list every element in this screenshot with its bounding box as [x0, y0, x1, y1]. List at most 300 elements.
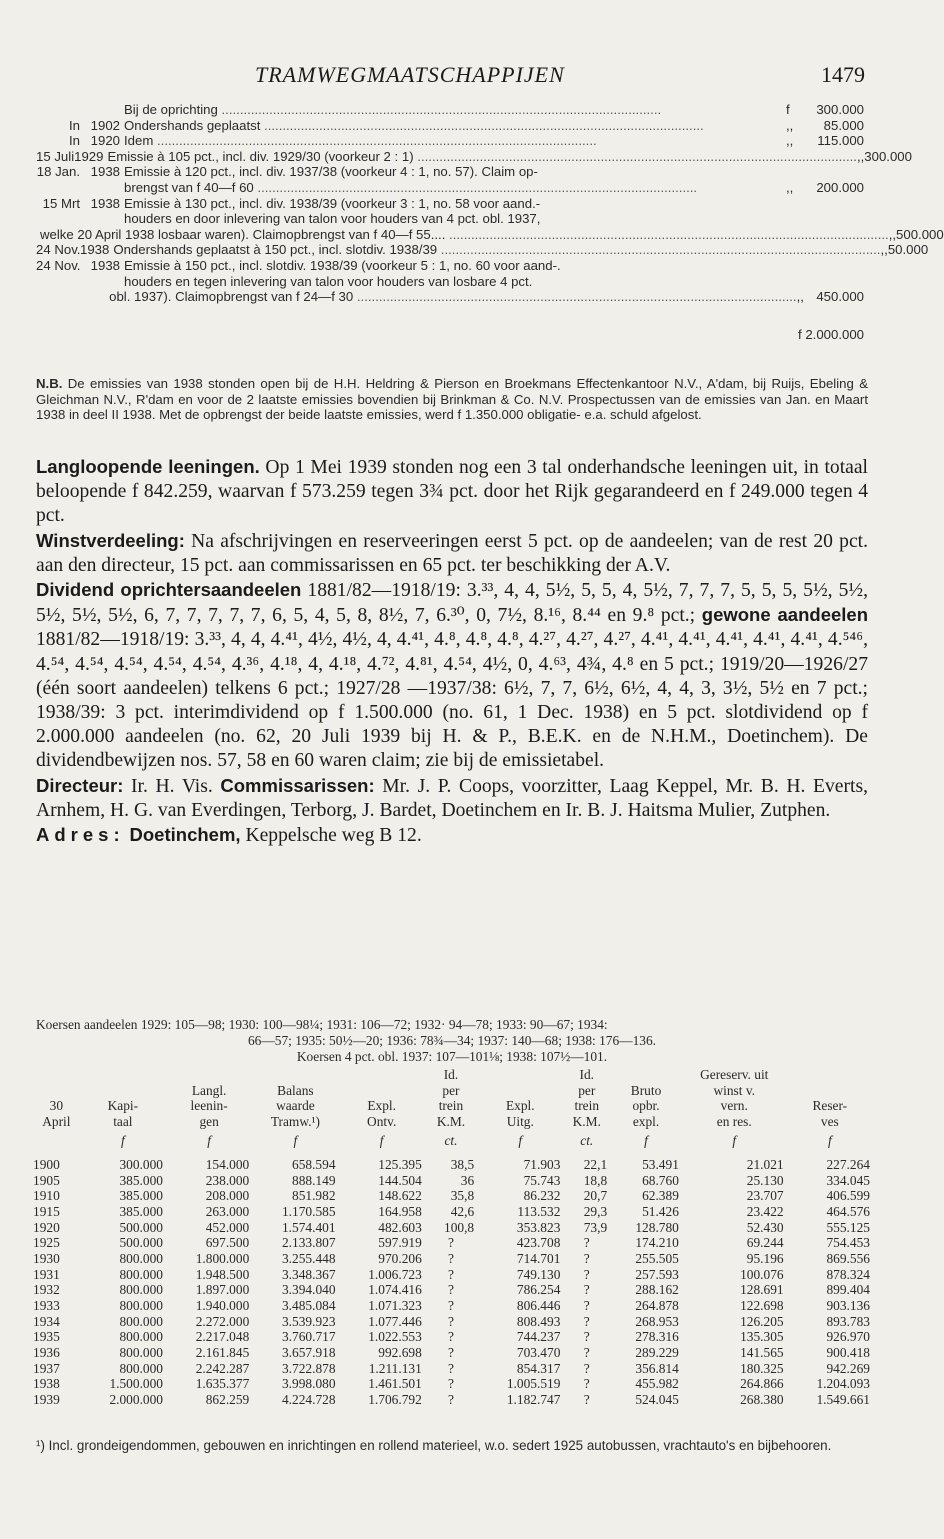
emission-cur: ,, — [796, 289, 804, 305]
dividend-heading: Dividend oprichtersaandeelen — [36, 579, 302, 601]
table-cell: 52.430 — [746, 1219, 784, 1235]
column-header: Gereserv. uit winst v. vern. en res. — [700, 1067, 769, 1129]
units-row — [33, 1129, 873, 1157]
table-cell: 1915 — [33, 1204, 60, 1219]
table-cell: 3.394.040 — [281, 1282, 336, 1298]
table-cell: 62.389 — [642, 1188, 679, 1204]
table-cell: 227.264 — [826, 1157, 870, 1173]
table-cell: 144.504 — [378, 1172, 422, 1188]
quotations-line-2: 66—57; 1935: 50½—20; 1936: 78¾—34; 1937: 140—68; 1938: 176—136. — [247, 1033, 657, 1048]
emission-amount — [810, 164, 864, 180]
column-header: Expl. Uitg. — [505, 1098, 535, 1129]
table-cell: ? — [583, 1313, 590, 1329]
table-cell: ? — [583, 1360, 590, 1376]
table-cell: 3.255.448 — [281, 1250, 336, 1266]
unit-cell: f — [293, 1133, 298, 1149]
table-cell: 800.000 — [119, 1360, 163, 1376]
director-heading: Directeur: — [36, 774, 124, 796]
table-cell: 500.000 — [119, 1219, 163, 1235]
table-cell: 122.698 — [740, 1297, 784, 1313]
table-cell: 703.470 — [516, 1344, 561, 1360]
column-header: Kapi- taal — [107, 1098, 139, 1129]
table-cell: 524.045 — [635, 1391, 679, 1407]
table-cell: 75.743 — [523, 1172, 561, 1188]
table-cell: 263.000 — [205, 1204, 250, 1219]
table-cell: 3.998.080 — [281, 1376, 336, 1392]
emission-amount — [810, 258, 864, 274]
table-cell: 86.232 — [523, 1188, 561, 1204]
table-cell: 1.635.377 — [195, 1376, 250, 1392]
table-cell: 3.348.367 — [281, 1266, 336, 1282]
running-header — [0, 62, 905, 92]
emission-text: Emissie à 105 pct., incl. div. 1929/30 (voorkeur 2 : 1) ........................................................................................................................ — [107, 148, 857, 164]
table-cell: 1939 — [33, 1391, 60, 1407]
table-cell: 1938 — [33, 1376, 60, 1392]
table-cell: 1.211.131 — [368, 1360, 422, 1376]
profit-paragraph — [36, 529, 868, 578]
table-cell: 942.269 — [826, 1360, 870, 1376]
table-cell: ? — [583, 1329, 590, 1345]
table-cell: 2.161.845 — [195, 1344, 250, 1360]
emission-c2 — [72, 289, 109, 305]
emission-c1 — [36, 211, 80, 227]
unit-cell: f — [827, 1133, 832, 1149]
column-header: Langl. leenin- gen — [190, 1082, 228, 1129]
emission-amount: 50.000 — [887, 242, 929, 258]
emission-cur — [786, 258, 810, 274]
table-cell: 385.000 — [119, 1172, 163, 1188]
table-cell: 800.000 — [119, 1282, 163, 1298]
nb-note — [36, 376, 868, 423]
table-cell: 806.446 — [516, 1297, 561, 1313]
emission-text: Emissie à 130 pct., incl. div. 1938/39 (voorkeur 3 : 1, no. 58 voor aand.- — [124, 195, 541, 211]
table-cell: 300.000 — [119, 1157, 163, 1173]
table-cell: 406.599 — [826, 1188, 870, 1204]
emission-row — [36, 226, 944, 243]
table-cell: 800.000 — [119, 1329, 163, 1345]
table-row — [33, 1329, 873, 1345]
table-cell: 754.453 — [826, 1235, 870, 1251]
emission-text: Bij de oprichting ........................................................................................................................ — [124, 102, 662, 117]
table-cell: 1.077.446 — [368, 1313, 422, 1329]
table-cell: 100.076 — [740, 1266, 784, 1282]
table-cell: 356.814 — [635, 1360, 679, 1376]
footnote: ¹) Incl. grondeigendommen, gebouwen en inrichtingen en rollend materieel, w.o. sedert 1925 autobussen, vrachtauto's en bijbehooren. — [36, 1438, 832, 1453]
table-row — [33, 1376, 873, 1392]
table-cell: 697.500 — [205, 1235, 250, 1251]
unit-cell: ct. — [444, 1133, 458, 1149]
table-cell: ? — [447, 1313, 454, 1329]
table-cell: ? — [583, 1266, 590, 1282]
table-cell: 128.780 — [635, 1219, 679, 1235]
emission-c2: 1938 — [90, 164, 120, 180]
table-cell: 180.325 — [740, 1360, 784, 1376]
table-cell: ? — [583, 1250, 590, 1266]
unit-cell: f — [644, 1133, 648, 1149]
table-cell: ? — [583, 1282, 590, 1298]
table-cell: 4.224.728 — [281, 1391, 336, 1407]
emission-row — [36, 164, 864, 180]
address-paragraph — [36, 823, 868, 848]
table-cell: 970.206 — [378, 1250, 422, 1266]
table-cell: ? — [447, 1344, 454, 1360]
table-cell: ? — [583, 1344, 590, 1360]
table-row — [33, 1361, 873, 1377]
table-cell: 42,6 — [450, 1204, 475, 1219]
address-heading: Adres: — [36, 824, 125, 846]
emission-cur — [786, 164, 810, 180]
table-cell: 128.691 — [740, 1282, 784, 1298]
table-cell: 1.897.000 — [195, 1282, 250, 1298]
emission-row — [36, 258, 864, 274]
table-header-row — [33, 1067, 873, 1129]
emission-text: Emissie à 120 pct., incl. div. 1937/38 (voorkeur 4 : 1, no. 57). Claim op- — [124, 164, 538, 180]
table-cell: 1.500.000 — [109, 1376, 163, 1392]
table-cell: 3.722.878 — [281, 1360, 336, 1376]
emission-c2 — [80, 211, 124, 227]
emission-text: welke 20 April 1938 losbaar waren). Claimopbrengst van f 40—f 55.... ........................................................................................................................ — [40, 226, 889, 242]
table-cell: 1936 — [33, 1344, 60, 1360]
table-cell: ? — [447, 1250, 454, 1266]
table-cell: 174.210 — [635, 1235, 679, 1251]
table-cell: ? — [447, 1266, 454, 1282]
table-row — [33, 1220, 873, 1236]
emission-text: Idem ........................................................................................................................ — [124, 133, 597, 149]
loans-heading: Langloopende leeningen. — [36, 456, 260, 477]
table-row — [33, 1157, 873, 1173]
emission-cur — [786, 196, 810, 212]
table-cell: 800.000 — [119, 1297, 163, 1313]
emission-c2: 1938 — [90, 195, 120, 211]
table-row — [33, 1345, 873, 1361]
commissioners-heading: Commissarissen: — [220, 774, 375, 796]
emission-c2: 1929 — [74, 148, 104, 164]
column-header: Reser- ves — [812, 1098, 848, 1129]
emission-text: obl. 1937). Claimopbrengst van f 24—f 30 ........................................................................................................................ — [109, 289, 797, 305]
page-number: 1479 — [821, 62, 865, 87]
dividend-text-2: 1881/82—1918/19: 3.³³, 4, 4, 4.⁴¹, 4½, 4½, 4, 4.⁴¹, 4.⁸, 4.⁸, 4.⁸, 4.²⁷, 4.²⁷, 4.²⁷, 4.⁴¹, 4.⁴¹, 4.⁴¹, 4.⁴¹, 4.⁴¹, 4.⁵⁴⁶, 4.⁵⁴, 4.⁵⁴, 4.⁵⁴, 4.⁵⁴, 4.⁵⁴, 4.³⁶, 4.¹⁸, 4, 4.¹⁸, 4.⁷², 4.⁸¹, 4.⁵⁴, 4½, 0, 4.⁶³, 4¾, 4.⁸ en 5 pct.; 1919/20—1926/27 (één soort aandeelen) telkens 6 pct.; 1927/28 —1937/38: 6½, 7, 7, 6½, 6½, 4, 4, 3, 3½, 5½ en 7 pct.; 1938/39: 3 pct. interimdividend op f 1.500.000 (no. 61, 1 Dec. 1938) en 5 pct. slotdividend op f 2.000.000 aandeelen (no. 62, 20 Juli 1939 bij H. & P., B.E.K. en de N.H.M., Doetinchem). De dividendbewijzen nos. 57, 58 en 60 waren claim; zie bij de emissietabel. — [36, 629, 868, 772]
table-cell: 1.461.501 — [368, 1376, 422, 1392]
dividend-text-1: 1881/82—1918/19: 3.³³, 4, 4, 5½, 5, 5, 4, 5½, 7, 7, 7, 5, 5, 5, 5½, 5½, 5½, 5½, 5½, 6, 7, 7, 7, 7, 7, 6, 5, 4, 5, 8, 8½, 7, 6.³⁰, 0, 7½, 8.¹⁶, 8.⁴⁴ en 9.⁸ pct.; — [36, 580, 869, 627]
table-cell: 238.000 — [205, 1172, 250, 1188]
table-cell: ? — [447, 1297, 454, 1313]
table-cell: 1.549.661 — [816, 1391, 870, 1407]
table-cell: 800.000 — [119, 1344, 163, 1360]
emission-amount: 300.000 — [864, 148, 912, 164]
table-cell: 2.217.048 — [195, 1329, 250, 1345]
table-cell: 22,1 — [583, 1157, 608, 1173]
emission-amount: 200.000 — [816, 179, 864, 195]
emission-cur: ,, — [786, 133, 794, 149]
table-cell: 658.594 — [292, 1157, 336, 1173]
table-cell: ? — [447, 1235, 454, 1251]
unit-cell: f — [518, 1133, 523, 1149]
emission-text: Ondershands geplaatst ........................................................................................................................ — [124, 117, 704, 133]
table-cell: 862.259 — [205, 1391, 250, 1407]
table-row — [33, 1204, 873, 1220]
emission-c2: 1938 — [90, 257, 120, 273]
table-cell: 555.125 — [826, 1219, 870, 1235]
table-row — [33, 1282, 873, 1298]
table-cell: 1905 — [33, 1172, 60, 1188]
emission-amount: 450.000 — [816, 289, 864, 305]
unit-cell: f — [207, 1133, 211, 1149]
table-cell: 148.622 — [378, 1188, 422, 1204]
table-cell: 878.324 — [826, 1266, 870, 1282]
table-cell: 69.244 — [746, 1235, 784, 1251]
table-cell: 900.418 — [826, 1344, 870, 1360]
table-cell: 808.493 — [516, 1313, 561, 1329]
dividend-paragraph — [36, 578, 868, 774]
table-cell: 334.045 — [826, 1172, 870, 1188]
emission-amount — [810, 196, 864, 212]
table-cell: 1930 — [33, 1250, 60, 1266]
emission-c2: 1902 — [90, 117, 120, 133]
table-row — [33, 1298, 873, 1314]
table-cell: 893.783 — [826, 1313, 870, 1329]
table-cell: 926.970 — [826, 1329, 870, 1345]
emission-row — [36, 289, 864, 305]
emission-amount: 115.000 — [817, 133, 864, 149]
emission-c1 — [36, 180, 80, 196]
table-cell: 18,8 — [583, 1172, 608, 1188]
nb-label: N.B. — [36, 376, 63, 391]
table-cell: 1.074.416 — [368, 1282, 422, 1298]
column-header: Bruto opbr. expl. — [630, 1082, 662, 1129]
table-cell: 141.565 — [740, 1344, 784, 1360]
table-cell: 164.958 — [378, 1204, 422, 1219]
address-text: Keppelsche weg B 12. — [245, 825, 422, 847]
emission-text: brengst van f 40—f 60 ........................................................................................................................ — [124, 179, 698, 195]
emission-c1 — [36, 289, 72, 305]
table-cell: 288.162 — [635, 1282, 679, 1298]
table-cell: ? — [583, 1297, 590, 1313]
table-cell: 1.182.747 — [506, 1391, 561, 1407]
table-cell: 1.071.323 — [368, 1297, 422, 1313]
unit-cell: f — [379, 1133, 384, 1149]
emission-c1 — [36, 102, 80, 118]
emission-amount: 500.000 — [896, 226, 944, 242]
profit-heading: Winstverdeeling: — [36, 529, 185, 551]
emission-c1: 24 Nov. — [36, 257, 81, 273]
quotations-line-1: Koersen aandeelen 1929: 105—98; 1930: 100—98¼; 1931: 106—72; 1932· 94—78; 1933: 90—67; 1934: — [36, 1017, 608, 1032]
table-cell: 1937 — [33, 1360, 60, 1376]
table-cell: 1935 — [33, 1329, 60, 1345]
table-cell: 452.000 — [205, 1219, 250, 1235]
emission-c2 — [80, 274, 124, 290]
emission-amount: 300.000 — [816, 102, 864, 117]
column-header: Id. per trein K.M. — [436, 1067, 466, 1129]
emission-row — [36, 118, 864, 134]
table-cell: 21.021 — [746, 1157, 784, 1173]
emission-cur: ,, — [786, 179, 794, 195]
table-cell: 1.706.792 — [368, 1391, 422, 1407]
column-header: Id. per trein K.M. — [572, 1067, 601, 1129]
table-row — [33, 1392, 873, 1408]
emission-cur — [786, 274, 810, 290]
table-cell: 1.574.401 — [281, 1219, 336, 1235]
table-cell: 1925 — [33, 1235, 60, 1251]
emission-cur: ,, — [880, 242, 888, 258]
emission-row — [36, 274, 864, 290]
table-cell: 36 — [460, 1172, 475, 1188]
table-cell: 208.000 — [205, 1188, 250, 1204]
column-header: Expl. Ontv. — [367, 1098, 397, 1129]
table-cell: 113.532 — [517, 1204, 561, 1219]
unit-cell: f — [732, 1133, 737, 1149]
emission-c1: 24 Nov. — [36, 242, 81, 258]
management-paragraph — [36, 774, 868, 823]
table-cell: 1934 — [33, 1313, 60, 1329]
table-cell: 3.485.084 — [281, 1297, 336, 1313]
table-cell: 1933 — [33, 1297, 60, 1313]
table-cell: ? — [583, 1391, 590, 1407]
table-cell: 3.539.923 — [281, 1313, 336, 1329]
table-cell: 95.196 — [746, 1250, 784, 1266]
table-row — [33, 1188, 873, 1204]
table-cell: 1.022.553 — [368, 1329, 422, 1345]
table-cell: 264.866 — [740, 1376, 784, 1392]
table-cell: 2.242.287 — [195, 1360, 250, 1376]
emission-row — [36, 242, 929, 258]
emission-text: Ondershands geplaatst à 150 pct., incl. slotdiv. 1938/39 ........................................................................................................................ — [113, 242, 881, 258]
emission-row — [36, 180, 864, 196]
table-cell: 423.708 — [516, 1235, 561, 1251]
table-cell: 264.878 — [635, 1297, 679, 1313]
table-cell: 68.760 — [642, 1172, 679, 1188]
table-cell: 154.000 — [205, 1157, 250, 1173]
table-cell: 29,3 — [583, 1204, 608, 1219]
unit-cell: f — [121, 1133, 125, 1149]
table-cell: 1.170.585 — [281, 1204, 336, 1219]
commissioners-text: Mr. J. P. Coops, voorzitter, Laag Keppel, Mr. B. H. Everts, Arnhem, H. G. van Everdingen, Terborg, J. Bardet, Doetinchem en Ir. B. J. Haitsma Mulier, Zutphen. — [36, 775, 868, 821]
financial-table — [33, 1067, 873, 1408]
table-cell: 278.316 — [635, 1329, 679, 1345]
body-text — [36, 455, 868, 848]
table-cell: ? — [447, 1329, 454, 1345]
table-cell: 899.404 — [826, 1282, 870, 1298]
table-cell: ? — [447, 1376, 454, 1392]
director-text: Ir. H. Vis. — [131, 775, 213, 797]
emission-c2 — [80, 180, 124, 196]
emission-amount — [810, 211, 864, 227]
table-cell: 135.305 — [740, 1329, 784, 1345]
emission-c2: 1938 — [80, 242, 110, 258]
table-cell: 1.204.093 — [816, 1376, 870, 1392]
table-cell: 455.982 — [635, 1376, 679, 1392]
table-cell: 268.380 — [740, 1391, 784, 1407]
emission-cur: ,, — [888, 226, 897, 242]
table-cell: 3.657.918 — [281, 1344, 336, 1360]
emission-cur — [786, 211, 810, 227]
table-cell: 257.593 — [635, 1266, 679, 1282]
table-cell: 1931 — [33, 1266, 60, 1282]
address-city: Doetinchem, — [129, 824, 241, 846]
table-cell: 800.000 — [119, 1250, 163, 1266]
loans-paragraph — [36, 455, 868, 529]
table-cell: 23.707 — [746, 1188, 784, 1204]
table-cell: 597.919 — [378, 1235, 422, 1251]
table-cell: ? — [447, 1391, 454, 1407]
table-cell: 38,5 — [450, 1157, 475, 1173]
table-cell: 255.505 — [635, 1250, 679, 1266]
table-cell: 714.701 — [516, 1250, 561, 1266]
nb-text: De emissies van 1938 stonden open bij de H.H. Heldring & Pierson en Broekmans Effectenkantoor N.V., A'dam, bij Ruijs, Ebeling & Gleichman N.V., R'dam en voor de 2 laatste emissies bovendien bij Brinkman & Co. N.V. Prospectussen van de emissies van Jan. en Maart 1938 in deel II 1938. Met de opbrengst der beide laatste emissies, werd f 1.350.000 obligatie- e.a. schuld afgelost. — [36, 376, 868, 423]
table-cell: 992.698 — [378, 1344, 422, 1360]
table-cell: 1920 — [33, 1219, 60, 1235]
unit-cell — [33, 1129, 80, 1157]
table-cell: ? — [583, 1235, 590, 1251]
emission-c1: In — [69, 133, 80, 149]
quotations-line-3: Koersen 4 pct. obl. 1937: 107—101⅛; 1938: 107½—101. — [296, 1049, 608, 1064]
table-cell: 464.576 — [826, 1204, 870, 1219]
table-cell: 100,8 — [444, 1219, 475, 1235]
emission-total: f 2.000.000 — [798, 326, 864, 342]
table-cell: 800.000 — [119, 1313, 163, 1329]
quotations — [36, 1017, 868, 1065]
table-cell: 1932 — [33, 1282, 60, 1298]
emission-text: Emissie à 150 pct., incl. slotdiv. 1938/39 (voorkeur 5 : 1, no. 60 voor aand-. — [124, 257, 561, 273]
table-cell: 888.149 — [292, 1172, 336, 1188]
table-cell: 268.953 — [635, 1313, 679, 1329]
table-cell: ? — [447, 1282, 454, 1298]
table-cell: 73,9 — [583, 1219, 608, 1235]
table-row — [33, 1314, 873, 1330]
table-cell: 786.254 — [516, 1282, 561, 1298]
table-cell: 1.005.519 — [506, 1376, 561, 1392]
table-cell: ? — [583, 1376, 590, 1392]
emission-c2: 1920 — [90, 133, 120, 149]
table-cell: 385.000 — [119, 1204, 163, 1219]
emission-c1: 15 Mrt — [42, 195, 80, 211]
table-row — [33, 1235, 873, 1251]
table-cell: 869.556 — [826, 1250, 870, 1266]
table-cell: 353.823 — [516, 1219, 561, 1235]
emission-table — [36, 102, 944, 342]
dividend-heading-2: gewone aandeelen — [701, 604, 869, 626]
table-cell: 2.133.807 — [281, 1235, 336, 1251]
table-cell: 1.800.000 — [195, 1250, 250, 1266]
table-cell: 20,7 — [583, 1188, 608, 1204]
table-cell: 851.982 — [292, 1188, 336, 1204]
table-cell: 125.395 — [378, 1157, 422, 1173]
table-cell: 1910 — [33, 1188, 60, 1204]
table-cell: 53.491 — [642, 1157, 679, 1173]
emission-row — [36, 102, 864, 118]
column-header: Balans waarde Tramw.¹) — [270, 1082, 320, 1129]
table-cell: 903.136 — [826, 1297, 870, 1313]
table-cell: 71.903 — [523, 1157, 561, 1173]
emission-row — [36, 211, 864, 227]
emission-c2 — [80, 102, 124, 118]
table-cell: 1.006.723 — [368, 1266, 422, 1282]
table-cell: 51.426 — [642, 1204, 679, 1219]
emission-c1: 15 Juli — [36, 148, 75, 164]
emission-row — [36, 196, 864, 212]
emission-c1: 18 Jan. — [36, 164, 80, 180]
emission-c1 — [36, 274, 80, 290]
emission-amount — [810, 274, 864, 290]
table-cell: 2.272.000 — [195, 1313, 250, 1329]
table-cell: 482.603 — [378, 1219, 422, 1235]
table-cell: 749.130 — [516, 1266, 561, 1282]
table-cell: 289.229 — [635, 1344, 679, 1360]
table-cell: 1.940.000 — [195, 1297, 250, 1313]
table-cell: 500.000 — [119, 1235, 163, 1251]
table-cell: 385.000 — [119, 1188, 163, 1204]
emission-row — [36, 148, 912, 165]
table-cell: ? — [447, 1360, 454, 1376]
